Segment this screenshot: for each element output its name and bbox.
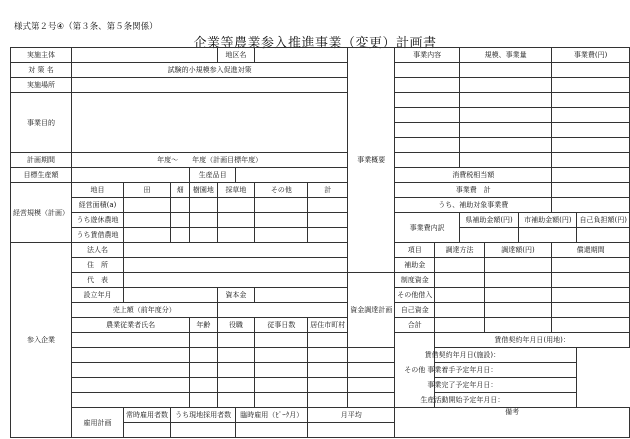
target-name-value[interactable]: 試験的小規模参入促進対策 <box>72 63 348 78</box>
col-land-type: 地目 <box>72 183 124 198</box>
land-cell[interactable] <box>124 228 171 243</box>
funding-cell[interactable] <box>484 303 551 318</box>
funding-cell[interactable] <box>484 258 551 273</box>
col-worker-city: 居住市町村 <box>308 318 348 333</box>
location-label: 実施場所 <box>11 78 72 93</box>
production-item-field[interactable] <box>236 168 348 183</box>
col-funding-method: 調達方法 <box>435 243 485 258</box>
overview-content-2[interactable] <box>395 78 460 93</box>
overview-cost-6[interactable] <box>552 138 630 153</box>
worker-name-cell[interactable] <box>72 348 190 363</box>
other-label: その他 <box>395 333 435 408</box>
worker-cell[interactable] <box>308 333 348 348</box>
land-row-leased: うち賃借農地 <box>72 228 124 243</box>
worker-cell[interactable] <box>308 363 348 378</box>
sales-field[interactable] <box>217 303 348 318</box>
funding-cell[interactable] <box>552 288 630 303</box>
funding-cell[interactable] <box>435 288 485 303</box>
city-subsidy-field[interactable] <box>519 228 577 243</box>
cost-breakdown-label: 事業費内訳 <box>395 213 460 243</box>
land-cell[interactable] <box>308 228 348 243</box>
land-cell[interactable] <box>255 198 308 213</box>
overview-content-5[interactable] <box>395 123 460 138</box>
overview-content-6[interactable] <box>395 138 460 153</box>
form-number-label: 様式第２号④（第３条、第５条関係） <box>14 22 158 32</box>
worker-cell[interactable] <box>308 393 348 408</box>
land-row-managed-area: 経営面積(a) <box>72 198 124 213</box>
pref-subsidy-field[interactable] <box>459 228 518 243</box>
funding-cell[interactable] <box>552 258 630 273</box>
district-name-field[interactable] <box>255 48 348 63</box>
col-worker-days: 従事日数 <box>255 318 308 333</box>
other-item-land-lease[interactable]: 賃借契約年月日(用地)： <box>435 333 630 348</box>
plan-period-value[interactable]: 年度～ 年度（計画目標年度） <box>72 153 348 168</box>
address-field[interactable] <box>124 258 348 273</box>
worker-cell[interactable] <box>190 348 217 363</box>
overview-content-7[interactable] <box>395 153 460 168</box>
funding-cell[interactable] <box>552 318 630 333</box>
col-meadow: 採草地 <box>217 183 255 198</box>
overview-cost-5[interactable] <box>552 123 630 138</box>
funding-item-other-loan: その他借入 <box>395 288 435 303</box>
overview-scale-7[interactable] <box>459 153 551 168</box>
remarks-label: 備考 <box>505 408 520 416</box>
funding-cell[interactable] <box>552 303 630 318</box>
management-scale-label: 経営規模（計画） <box>11 183 72 243</box>
overview-cost-3[interactable] <box>552 93 630 108</box>
established-field[interactable] <box>124 288 217 303</box>
funding-item-total: 合計 <box>395 318 435 333</box>
worker-name-cell[interactable] <box>72 378 190 393</box>
employment-plan-label: 雇用計画 <box>72 408 124 438</box>
funding-plan-label: 資金調達計画 <box>348 273 395 348</box>
col-worker-name: 農業従業者氏名 <box>72 318 190 333</box>
overview-cost-1[interactable] <box>552 63 630 78</box>
col-regular-employees: 常時雇用者数 <box>124 408 171 423</box>
col-repayment: 償還期間 <box>552 243 630 258</box>
land-cell[interactable] <box>217 228 255 243</box>
worker-cell[interactable] <box>255 363 308 378</box>
worker-cell[interactable] <box>308 378 348 393</box>
worker-cell[interactable] <box>217 363 255 378</box>
col-temp-employment: 臨時雇用（ﾋﾟｰｸ月） <box>236 408 308 423</box>
overview-content-3[interactable] <box>395 93 460 108</box>
subsidy-target-label: うち、補助対象事業費 <box>395 198 552 213</box>
overview-scale-1[interactable] <box>459 63 551 78</box>
funding-cell[interactable] <box>435 258 485 273</box>
funding-cell[interactable] <box>552 273 630 288</box>
worker-cell[interactable] <box>255 393 308 408</box>
funding-cell[interactable] <box>435 273 485 288</box>
overview-scale-4[interactable] <box>459 108 551 123</box>
subsidy-target-field[interactable] <box>552 198 630 213</box>
worker-cell[interactable] <box>308 348 348 363</box>
overview-scale-6[interactable] <box>459 138 551 153</box>
self-burden-field[interactable] <box>577 228 630 243</box>
project-overview-label: 事業概要 <box>348 48 395 273</box>
purpose-field[interactable] <box>72 93 348 153</box>
col-worker-age: 年齢 <box>190 318 217 333</box>
land-cell[interactable] <box>190 228 217 243</box>
implementing-entity-field[interactable] <box>72 48 218 63</box>
remarks-field[interactable] <box>395 408 630 438</box>
other-item-facility-lease[interactable]: 賃借契約年月日(施設)： <box>348 348 577 363</box>
worker-cell[interactable] <box>190 393 217 408</box>
col-worker-role: 役職 <box>217 318 255 333</box>
other-item-production-start[interactable]: 生産活動開始予定年月日： <box>348 393 577 408</box>
land-cell[interactable] <box>217 198 255 213</box>
worker-name-cell[interactable] <box>72 333 190 348</box>
established-label: 設立年月 <box>72 288 124 303</box>
overview-cost-4[interactable] <box>552 108 630 123</box>
land-cell[interactable] <box>255 213 308 228</box>
worker-cell[interactable] <box>255 348 308 363</box>
land-cell[interactable] <box>217 213 255 228</box>
col-total: 計 <box>308 183 348 198</box>
land-cell[interactable] <box>308 198 348 213</box>
land-cell[interactable] <box>190 213 217 228</box>
overview-scale-2[interactable] <box>459 78 551 93</box>
project-cost-total-field[interactable] <box>552 183 630 198</box>
worker-cell[interactable] <box>255 333 308 348</box>
project-cost-total-label: 事業費 計 <box>395 183 552 198</box>
local-hires-field[interactable] <box>171 423 236 438</box>
worker-cell[interactable] <box>190 363 217 378</box>
company-name-label: 法人名 <box>72 243 124 258</box>
col-other: その他 <box>255 183 308 198</box>
funding-item-subsidy: 補助金 <box>395 258 435 273</box>
funding-cell[interactable] <box>435 318 485 333</box>
land-cell[interactable] <box>171 228 190 243</box>
col-project-content: 事業内容 <box>395 48 460 63</box>
worker-name-cell[interactable] <box>72 363 190 378</box>
target-production-label: 目標生産額 <box>11 168 72 183</box>
entry-company-label: 参入企業 <box>11 243 72 438</box>
worker-cell[interactable] <box>190 333 217 348</box>
overview-scale-3[interactable] <box>459 93 551 108</box>
land-cell[interactable] <box>171 213 190 228</box>
plan-period-label: 計画期間 <box>11 153 72 168</box>
funding-cell[interactable] <box>484 288 551 303</box>
col-orchard: 樹園地 <box>190 183 217 198</box>
worker-name-cell[interactable] <box>72 393 190 408</box>
col-local-hires: うち現地採用者数 <box>171 408 236 423</box>
overview-content-4[interactable] <box>395 108 460 123</box>
target-production-field[interactable] <box>72 168 190 183</box>
funding-item-institutional: 制度資金 <box>395 273 435 288</box>
sales-label: 売上額（前年度分） <box>72 303 218 318</box>
plan-table <box>10 47 630 438</box>
col-pref-subsidy: 県補助金額(円) <box>459 213 518 228</box>
funding-cell[interactable] <box>484 318 551 333</box>
col-self-burden: 自己負担額(円) <box>577 213 630 228</box>
land-cell[interactable] <box>308 213 348 228</box>
temp-employment-field[interactable] <box>236 423 308 438</box>
overview-scale-5[interactable] <box>459 123 551 138</box>
funding-cell[interactable] <box>484 273 551 288</box>
col-paddy: 田 <box>124 183 171 198</box>
worker-cell[interactable] <box>217 378 255 393</box>
col-scale: 規模、事業量 <box>459 48 551 63</box>
land-row-idle: うち遊休農地 <box>72 213 124 228</box>
land-cell[interactable] <box>190 198 217 213</box>
col-field: 畑 <box>171 183 190 198</box>
land-cell[interactable] <box>171 198 190 213</box>
funding-cell[interactable] <box>435 303 485 318</box>
regular-employees-field[interactable] <box>124 423 171 438</box>
overview-cost-2[interactable] <box>552 78 630 93</box>
col-project-cost: 事業費(円) <box>552 48 630 63</box>
consumption-tax-label: 消費税相当額 <box>395 168 552 183</box>
worker-cell[interactable] <box>217 333 255 348</box>
implementing-entity-label: 実施主体 <box>11 48 72 63</box>
capital-field[interactable] <box>255 288 348 303</box>
plan-form <box>10 47 630 438</box>
col-monthly-average: 月平均 <box>308 408 395 423</box>
worker-cell[interactable] <box>190 378 217 393</box>
district-name-label: 地区名 <box>217 48 255 63</box>
representative-label: 代 表 <box>72 273 124 288</box>
capital-label: 資本金 <box>217 288 255 303</box>
other-item-completion-date[interactable]: 事業完了予定年月日： <box>348 378 577 393</box>
address-label: 住 所 <box>72 258 124 273</box>
col-funding-amount: 調達額(円) <box>484 243 551 258</box>
production-item-label: 生産品目 <box>190 168 236 183</box>
land-cell[interactable] <box>124 213 171 228</box>
funding-item-own: 自己資金 <box>395 303 435 318</box>
land-cell[interactable] <box>124 198 171 213</box>
worker-cell[interactable] <box>217 393 255 408</box>
monthly-average-field[interactable] <box>308 423 395 438</box>
purpose-label: 事業目的 <box>11 93 72 153</box>
form-title: 企業等農業参入推進事業（変更）計画書 <box>193 36 437 51</box>
company-name-field[interactable] <box>124 243 348 258</box>
target-name-label: 対 策 名 <box>11 63 72 78</box>
worker-cell[interactable] <box>255 378 308 393</box>
col-funding-item: 項目 <box>395 243 435 258</box>
overview-cost-7[interactable] <box>552 153 630 168</box>
land-cell[interactable] <box>255 228 308 243</box>
location-field[interactable] <box>72 78 348 93</box>
overview-content-1[interactable] <box>395 63 460 78</box>
other-item-start-date[interactable]: 事業着手予定年月日： <box>348 363 577 378</box>
consumption-tax-field[interactable] <box>552 168 630 183</box>
worker-cell[interactable] <box>217 348 255 363</box>
col-city-subsidy: 市補助金額(円) <box>519 213 577 228</box>
representative-field[interactable] <box>124 273 348 288</box>
